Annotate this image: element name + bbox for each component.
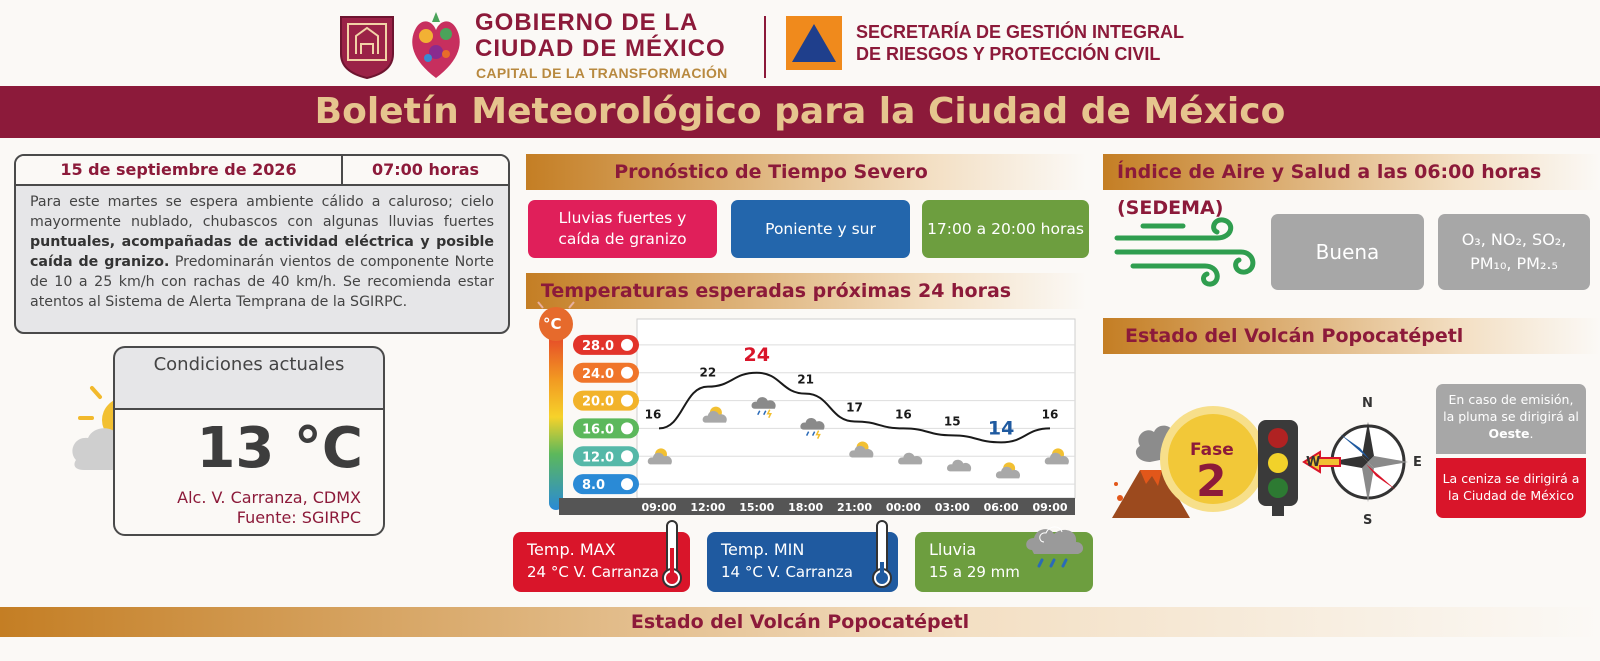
data-label: 24 (743, 343, 770, 366)
y-scale-dot (621, 422, 633, 434)
x-tick-label: 21:00 (836, 501, 873, 514)
bulletin-date: 15 de septiembre de 2026 (16, 156, 343, 184)
air-quality-header (1103, 154, 1600, 219)
temperature-chart-svg (527, 305, 1077, 519)
temperature-chart (527, 305, 1077, 519)
desc-text-bold: puntuales, acompañadas de actividad eléctrica y posible caída de granizo. (30, 234, 494, 270)
conditions-location-block (177, 488, 361, 528)
temp-max-value: 24 °C V. Carranza (527, 563, 659, 581)
air-pollutants: O₃, NO₂, SO₂, PM₁₀, PM₂.₅ (1438, 214, 1590, 290)
y-scale-label: 24.0 (582, 366, 615, 382)
thermometer-hot-icon (660, 518, 684, 590)
data-label: 16 (1041, 407, 1059, 422)
conditions-location: Alc. V. Carranza, CDMX (177, 488, 361, 507)
y-scale-label: 16.0 (582, 422, 615, 438)
title-band (0, 86, 1600, 138)
chart-scale (573, 335, 639, 494)
data-label: 22 (699, 365, 717, 380)
plume-direction-box (1436, 384, 1586, 454)
y-scale-label: 20.0 (582, 394, 615, 410)
y-scale-dot (621, 339, 633, 351)
conditions-source: Fuente: SGIRPC (236, 508, 361, 527)
data-label: 14 (987, 417, 1015, 440)
data-label: 15 (943, 414, 961, 429)
secretaria-line1: SECRETARÍA DE GESTIÓN INTEGRAL (856, 22, 1185, 42)
desc-text-1: Para este martes se espera ambiente cálido a caluroso; cielo mayormente nublado, chubascos con algunas lluvias fuertes (30, 194, 494, 230)
air-quality-title: Índice de Aire y Salud a las 06:00 horas (SEDEMA) (1117, 161, 1542, 219)
temperature-title: Temperaturas esperadas próximas 24 horas (540, 280, 1012, 302)
severe-weather-header (526, 154, 1086, 190)
protection-civil-logo (786, 16, 842, 70)
gov-tagline: CAPITAL DE LA TRANSFORMACIÓN (476, 65, 728, 81)
air-quality-status: Buena (1271, 214, 1424, 290)
bulletin-box (14, 154, 510, 334)
desc-text-2: Predominarán vientos de componente Norte de 10 a 25 km/h con rachas de 40 km/h. Se recomienda estar atentos al Sistema de Alerta Temprana de la SGIRPC. (30, 254, 494, 310)
current-temperature: 13 °C (196, 416, 363, 481)
x-tick-label: 15:00 (739, 501, 775, 514)
bulletin-description (16, 186, 508, 312)
bulletin-date-row (16, 156, 508, 186)
chart-x-axis (559, 498, 1075, 515)
y-scale-dot (621, 478, 633, 490)
y-scale-label: 8.0 (582, 478, 606, 494)
compass-south: S (1363, 513, 1373, 528)
temperature-header (526, 273, 1086, 309)
footer-band (0, 607, 1600, 637)
compass-east: E (1413, 455, 1422, 470)
traffic-light-icon (1256, 418, 1300, 518)
conditions-panel (113, 408, 385, 536)
x-tick-label: 00:00 (885, 501, 921, 514)
temp-max-label: Temp. MAX (527, 540, 616, 559)
gov-name-line1: GOBIERNO DE LA (475, 9, 699, 36)
phase-value: 2 (1196, 456, 1227, 507)
plume-text-2: . (1529, 426, 1534, 441)
data-label: 16 (644, 407, 662, 422)
y-scale-dot (621, 395, 633, 407)
cdmx-shield-logo (338, 14, 396, 80)
volcano-title: Estado del Volcán Popocatépetl (1125, 325, 1464, 347)
thermometer-unit-badge: °C (543, 315, 562, 333)
plume-text-1: En caso de emisión, la pluma se dirigirá al (1443, 392, 1579, 424)
bulletin-time: 07:00 horas (371, 160, 480, 179)
page-title: Boletín Meteorológico para la Ciudad de México (314, 91, 1286, 132)
x-tick-label: 03:00 (934, 501, 970, 514)
secretaria-line2: DE RIESGOS Y PROTECCIÓN CIVIL (856, 44, 1161, 64)
x-tick-label: 09:00 (1032, 501, 1068, 514)
y-scale-dot (621, 367, 633, 379)
severe-pill-zone: Poniente y sur (731, 200, 910, 258)
conditions-title: Condiciones actuales (113, 346, 385, 408)
heart-logo (406, 8, 466, 82)
compass-west: W (1306, 455, 1321, 470)
severe-pill-phenomenon: Lluvias fuertes y caída de granizo (528, 200, 717, 258)
x-tick-label: 18:00 (788, 501, 824, 514)
phase-label: Fase (1190, 440, 1234, 460)
temp-min-value: 14 °C V. Carranza (721, 563, 853, 581)
y-scale-label: 12.0 (582, 450, 615, 466)
volcano-header (1103, 318, 1600, 354)
rain-value: 15 a 29 mm (929, 563, 1020, 581)
x-tick-label: 12:00 (690, 501, 726, 514)
compass-north: N (1362, 396, 1373, 411)
rain-label: Lluvia (929, 540, 977, 559)
severe-weather-title: Pronóstico de Tiempo Severo (614, 161, 928, 183)
x-tick-label: 09:00 (641, 501, 677, 514)
rain-cloud-icon (1022, 520, 1088, 570)
data-label: 16 (895, 407, 912, 422)
y-scale-label: 28.0 (582, 338, 615, 354)
data-label: 17 (846, 400, 863, 415)
wind-icon (1113, 216, 1259, 288)
y-scale-dot (621, 450, 633, 462)
ash-direction-box: La ceniza se dirigirá a la Ciudad de México (1436, 458, 1586, 518)
x-tick-label: 06:00 (983, 501, 1019, 514)
severe-pill-time: 17:00 a 20:00 horas (922, 200, 1089, 258)
header-divider (764, 16, 766, 78)
temp-min-label: Temp. MIN (721, 540, 805, 559)
data-label: 21 (797, 372, 814, 387)
thermometer-cold-icon (870, 518, 894, 590)
plume-direction: Oeste (1488, 426, 1530, 441)
footer-title: Estado del Volcán Popocatépetl (630, 611, 970, 633)
gov-name-line2: CIUDAD DE MÉXICO (475, 35, 726, 62)
